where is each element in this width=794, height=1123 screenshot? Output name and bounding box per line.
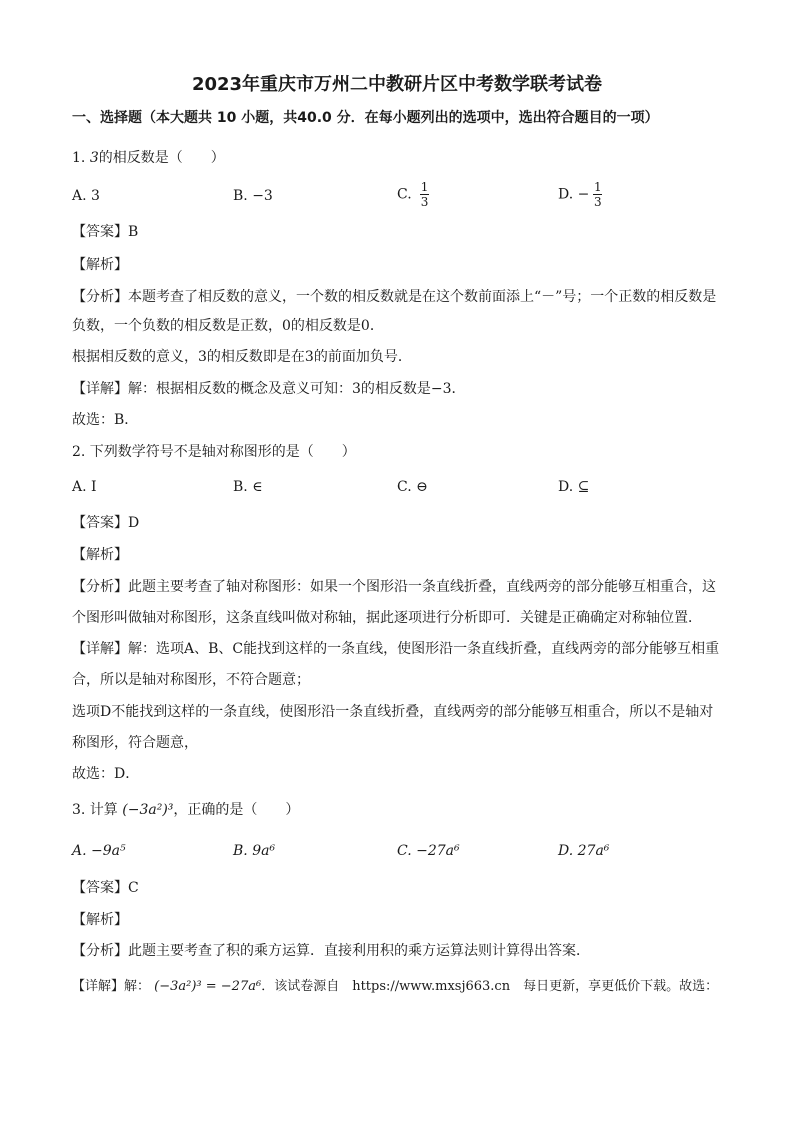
q3-option-c: C. −27a⁶ bbox=[397, 843, 460, 859]
q3-option-a: A. −9a⁵ bbox=[72, 843, 126, 859]
q1-detail: 【详解】解：根据相反数的概念及意义可知：3的相反数是−3． bbox=[72, 381, 466, 397]
q2-detail: 【详解】解：选项A、B、C能找到这样的一条直线，使图形沿一条直线折叠，直线两旁的部分能够互相重 bbox=[72, 641, 720, 657]
q1-answer: 【答案】B bbox=[72, 224, 139, 240]
section-heading: 一、选择题（本大题共 10 小题，共40.0 分．在每小题列出的选项中，选出符合题目的一项） bbox=[72, 110, 659, 126]
q3-analysis-title: 【解析】 bbox=[72, 912, 128, 928]
q2-analysis: 【分析】此题主要考查了轴对称图形：如果一个图形沿一条直线折叠，直线两旁的部分能够互相重合，这 bbox=[72, 579, 716, 595]
q2-option-b: B. ∈ bbox=[233, 479, 263, 495]
q1-analysis-title: 【解析】 bbox=[72, 257, 128, 273]
q3-option-d: D. 27a⁶ bbox=[558, 843, 610, 859]
fraction: $\frac{1}{3}$ bbox=[594, 180, 602, 209]
q2-option-c: C. ⊖ bbox=[397, 479, 428, 495]
q2-detail: 合，所以是轴对称图形，不符合题意； bbox=[72, 672, 310, 688]
q3-answer: 【答案】C bbox=[72, 880, 139, 896]
page-title: 2023年重庆市万州二中教研片区中考数学联考试卷 bbox=[191, 74, 603, 95]
q1-analysis: 负数，一个负数的相反数是正数，0的相反数是0． bbox=[72, 318, 384, 334]
q2-analysis-title: 【解析】 bbox=[72, 547, 128, 563]
q3-detail: 【详解】解： (−3a²)³ = −27a⁶．该试卷源自 https://www.mxsj663.cn 每日更新，享更低价下载。故选： bbox=[72, 979, 719, 994]
math-expression: (−3a²)³ bbox=[122, 802, 174, 818]
q1-option-d: D. − $\frac{1}{3}$ bbox=[558, 180, 602, 209]
q1-option-a: A. 3 bbox=[72, 188, 100, 204]
q2-analysis: 个图形叫做轴对称图形，这条直线叫做对称轴，据此逐项进行分析即可．关键是正确确定对称轴位置． bbox=[72, 610, 702, 626]
q1-analysis: 【分析】本题考查了相反数的意义，一个数的相反数就是在这个数前面添上“－”号；一个正数的相反数是 bbox=[72, 289, 717, 305]
q1-analysis: 根据相反数的意义，3的相反数即是在3的前面加负号． bbox=[72, 349, 412, 365]
q3-option-b: B. 9a⁶ bbox=[233, 843, 276, 859]
q2-option-a: A. I bbox=[72, 479, 97, 495]
q2-answer: 【答案】D bbox=[72, 515, 140, 531]
math-expression: (−3a²)³ = −27a⁶ bbox=[154, 979, 262, 994]
q1-option-b: B. −3 bbox=[233, 188, 273, 204]
q3-analysis: 【分析】此题主要考查了积的乘方运算．直接利用积的乘方运算法则计算得出答案． bbox=[72, 943, 590, 959]
fraction: $\frac{1}{3}$ bbox=[420, 180, 429, 209]
q1-option-c: C. $\frac{1}{3}$ bbox=[397, 180, 429, 209]
q2-option-d: D. ⊆ bbox=[558, 479, 590, 495]
q1-choose: 故选：B． bbox=[72, 412, 139, 428]
question-3-stem: 3. 计算 (−3a²)³，正确的是（ ） bbox=[72, 802, 300, 818]
q2-detail: 称图形，符合题意， bbox=[72, 735, 198, 751]
q2-detail: 选项D不能找到这样的一条直线，使图形沿一条直线折叠，直线两旁的部分能够互相重合，所以不是轴对 bbox=[72, 704, 714, 720]
q2-choose: 故选：D． bbox=[72, 766, 140, 782]
question-2-stem: 2. 下列数学符号不是轴对称图形的是（ ） bbox=[72, 444, 356, 460]
question-1-stem: 1. 3的相反数是（ ） bbox=[72, 150, 225, 166]
